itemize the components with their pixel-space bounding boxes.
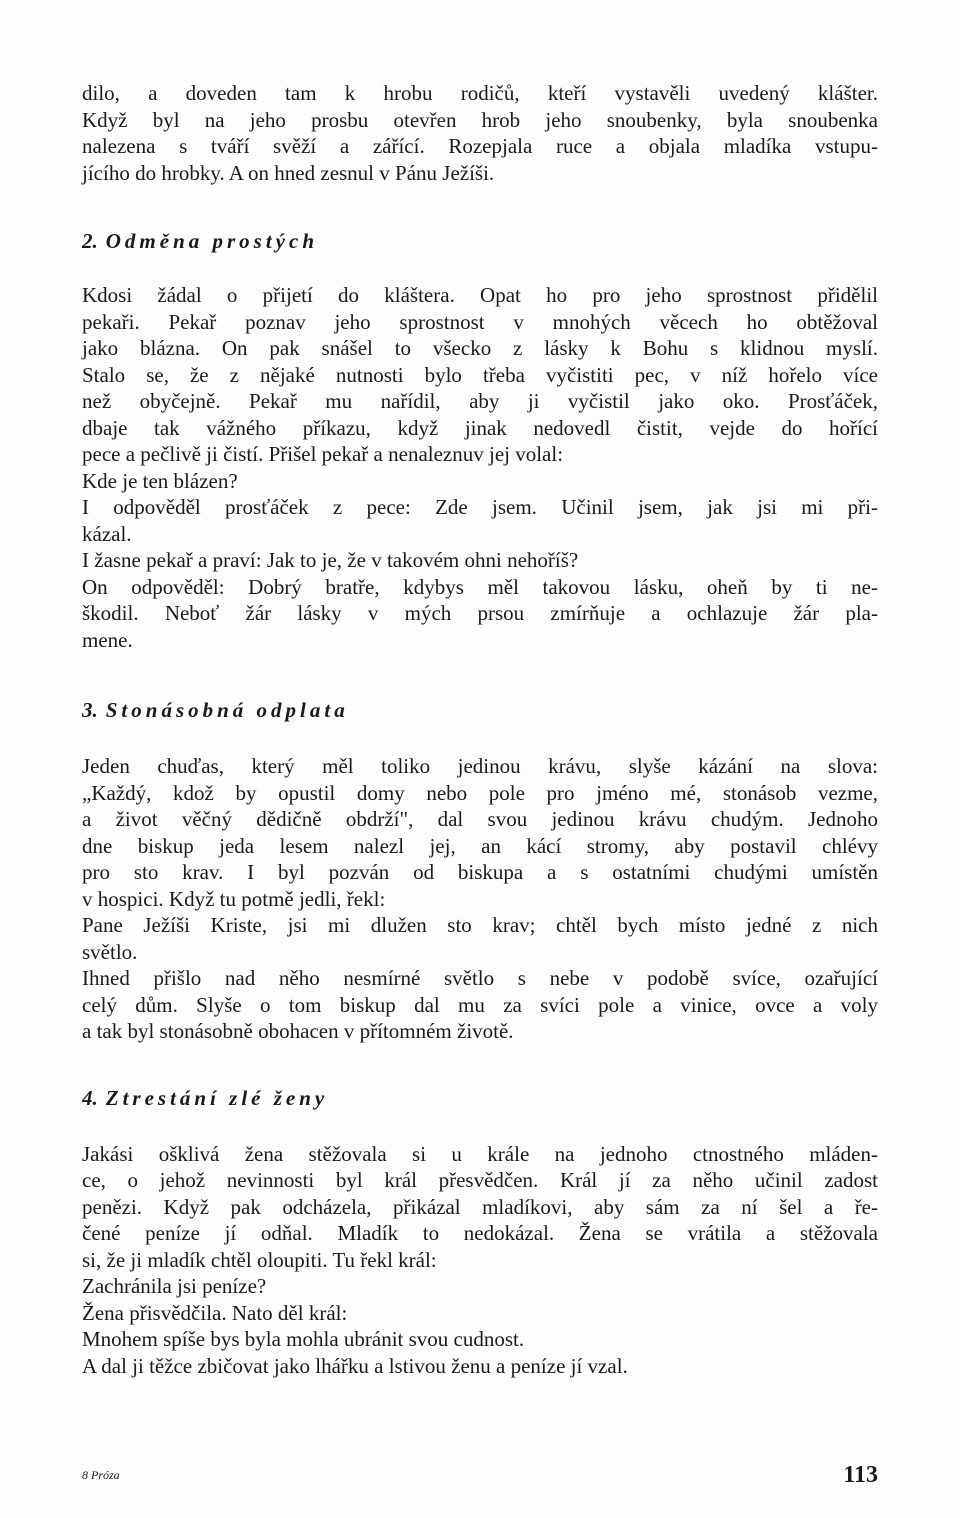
signature-mark: 8 Próza	[82, 1468, 120, 1482]
text-line: Stalo se, že z nějaké nutnosti bylo třeba vyčistiti pec, v níž hořelo více	[82, 362, 878, 387]
text-line: dilo, a doveden tam k hrobu rodičů, kteří vystavěli uvedený klášter.	[82, 81, 878, 105]
text-line: světlo.	[82, 939, 138, 964]
section-number: 4.	[82, 1085, 98, 1110]
text-line: I žasne pekař a praví: Jak to je, že v takovém ohni nehoříš?	[82, 548, 579, 572]
text-line: Jakási ošklivá žena stěžovala si u krále na jednoho ctnostného mláden-	[82, 1141, 878, 1166]
text-line: Žena přisvědčila. Nato děl král:	[82, 1300, 348, 1325]
text-line: Jeden chuďas, který měl toliko jedinou krávu, slyše kázání na slova:	[82, 754, 878, 778]
text-line: I odpověděl prosťáček z pece: Zde jsem. Učinil jsem, jak jsi mi při-	[82, 495, 878, 519]
text-line: jícího do hrobky. A on hned zesnul v Pánu Ježíši.	[82, 160, 495, 185]
text-line: On odpověděl: Dobrý bratře, kdybys měl takovou lásku, oheň by ti ne-	[82, 574, 878, 599]
text-line: Kdosi žádal o přijetí do kláštera. Opat ho pro jeho sprostnost přidělil	[82, 283, 878, 307]
text-line: nalezena s tváří svěží a zářící. Rozepjala ruce a objala mladíka vstupu-	[82, 134, 878, 158]
text-line: čené peníze jí odňal. Mladík to nedokázal. Žena se vrátila a stěžovala	[82, 1221, 878, 1245]
text-line: Kde je ten blázen?	[82, 468, 238, 493]
text-line: jako blázna. On pak snášel to všecko z lásky k Bohu s klidnou myslí.	[82, 336, 878, 360]
page-number: 113	[843, 1462, 878, 1488]
text-line: pece a pečlivě ji čistí. Přišel pekař a nenaleznuv jej volal:	[82, 442, 564, 466]
text-line: škodil. Neboť žár lásky v mých prsou zmírňuje a ochlazuje žár pla-	[82, 601, 878, 625]
page-body	[82, 80, 878, 1379]
text-line: dne biskup jeda lesem nalezl jej, an kácí stromy, aby postavil chlévy	[82, 833, 878, 858]
text-line: penězi. Když pak odcházela, přikázal mladíkovi, aby sám za ní šel a ře-	[82, 1194, 878, 1219]
section-title: Ztrestání zlé ženy	[105, 1085, 329, 1110]
text-line: celý dům. Slyše o tom biskup dal mu za svíci pole a vinice, ovce a voly	[82, 992, 878, 1017]
text-line: pro sto krav. I byl pozván od biskupa a s ostatními chudými umístěn	[82, 860, 878, 884]
text-line: Když byl na jeho prosbu otevřen hrob jeho snoubenky, byla snoubenka	[82, 107, 878, 132]
text-line: mene.	[82, 627, 133, 652]
section-paragraph	[82, 282, 878, 653]
page-footer	[82, 1462, 878, 1496]
section-title: Odměna prostých	[105, 229, 318, 253]
text-line: si, že ji mladík chtěl oloupiti. Tu řekl král:	[82, 1247, 437, 1272]
text-line: Zachránila jsi peníze?	[82, 1274, 267, 1298]
text-line: kázal.	[82, 521, 132, 546]
section-number: 3.	[82, 698, 98, 722]
text-line: a život věčný dědičně obdrží", dal svou jedinou krávu chudým. Jednoho	[82, 807, 878, 831]
text-line: Mnohem spíše bys byla mohla ubránit svou cudnost.	[82, 1327, 525, 1351]
section-heading	[82, 697, 878, 723]
text-line: „Každý, kdož by opustil domy nebo pole pro jméno mé, stonásob vezme,	[82, 780, 878, 805]
text-line: Pane Ježíši Kriste, jsi mi dlužen sto krav; chtěl bych místo jedné z nich	[82, 913, 878, 937]
text-line: A dal ji těžce zbičovat jako lhářku a lstivou ženu a peníze jí vzal.	[82, 1353, 628, 1378]
text-line: v hospici. Když tu potmě jedli, řekl:	[82, 886, 386, 911]
text-line: ce, o jehož nevinnosti byl král přesvědčen. Král jí za něho učinil zadost	[82, 1168, 878, 1192]
text-line: Ihned přišlo nad něho nesmírné světlo s nebe v podobě svíce, ozařující	[82, 966, 878, 990]
section-paragraph	[82, 753, 878, 1045]
section-paragraph	[82, 1141, 878, 1380]
section-number: 2.	[82, 229, 98, 253]
text-line: pekaři. Pekař poznav jeho sprostnost v mnohých věcech ho obtěžoval	[82, 309, 878, 334]
text-line: než obyčejně. Pekař mu nařídil, aby ji vyčistil jako oko. Prosťáček,	[82, 389, 878, 413]
section-heading	[82, 1085, 878, 1111]
section-title: Stonásobná odplata	[105, 698, 349, 722]
intro-paragraph	[82, 80, 878, 186]
text-line: dbaje tak vážného příkazu, když jinak nedovedl čistit, vejde do hořící	[82, 415, 878, 440]
section-heading	[82, 228, 878, 254]
text-line: a tak byl stonásobně obohacen v přítomném životě.	[82, 1019, 514, 1043]
